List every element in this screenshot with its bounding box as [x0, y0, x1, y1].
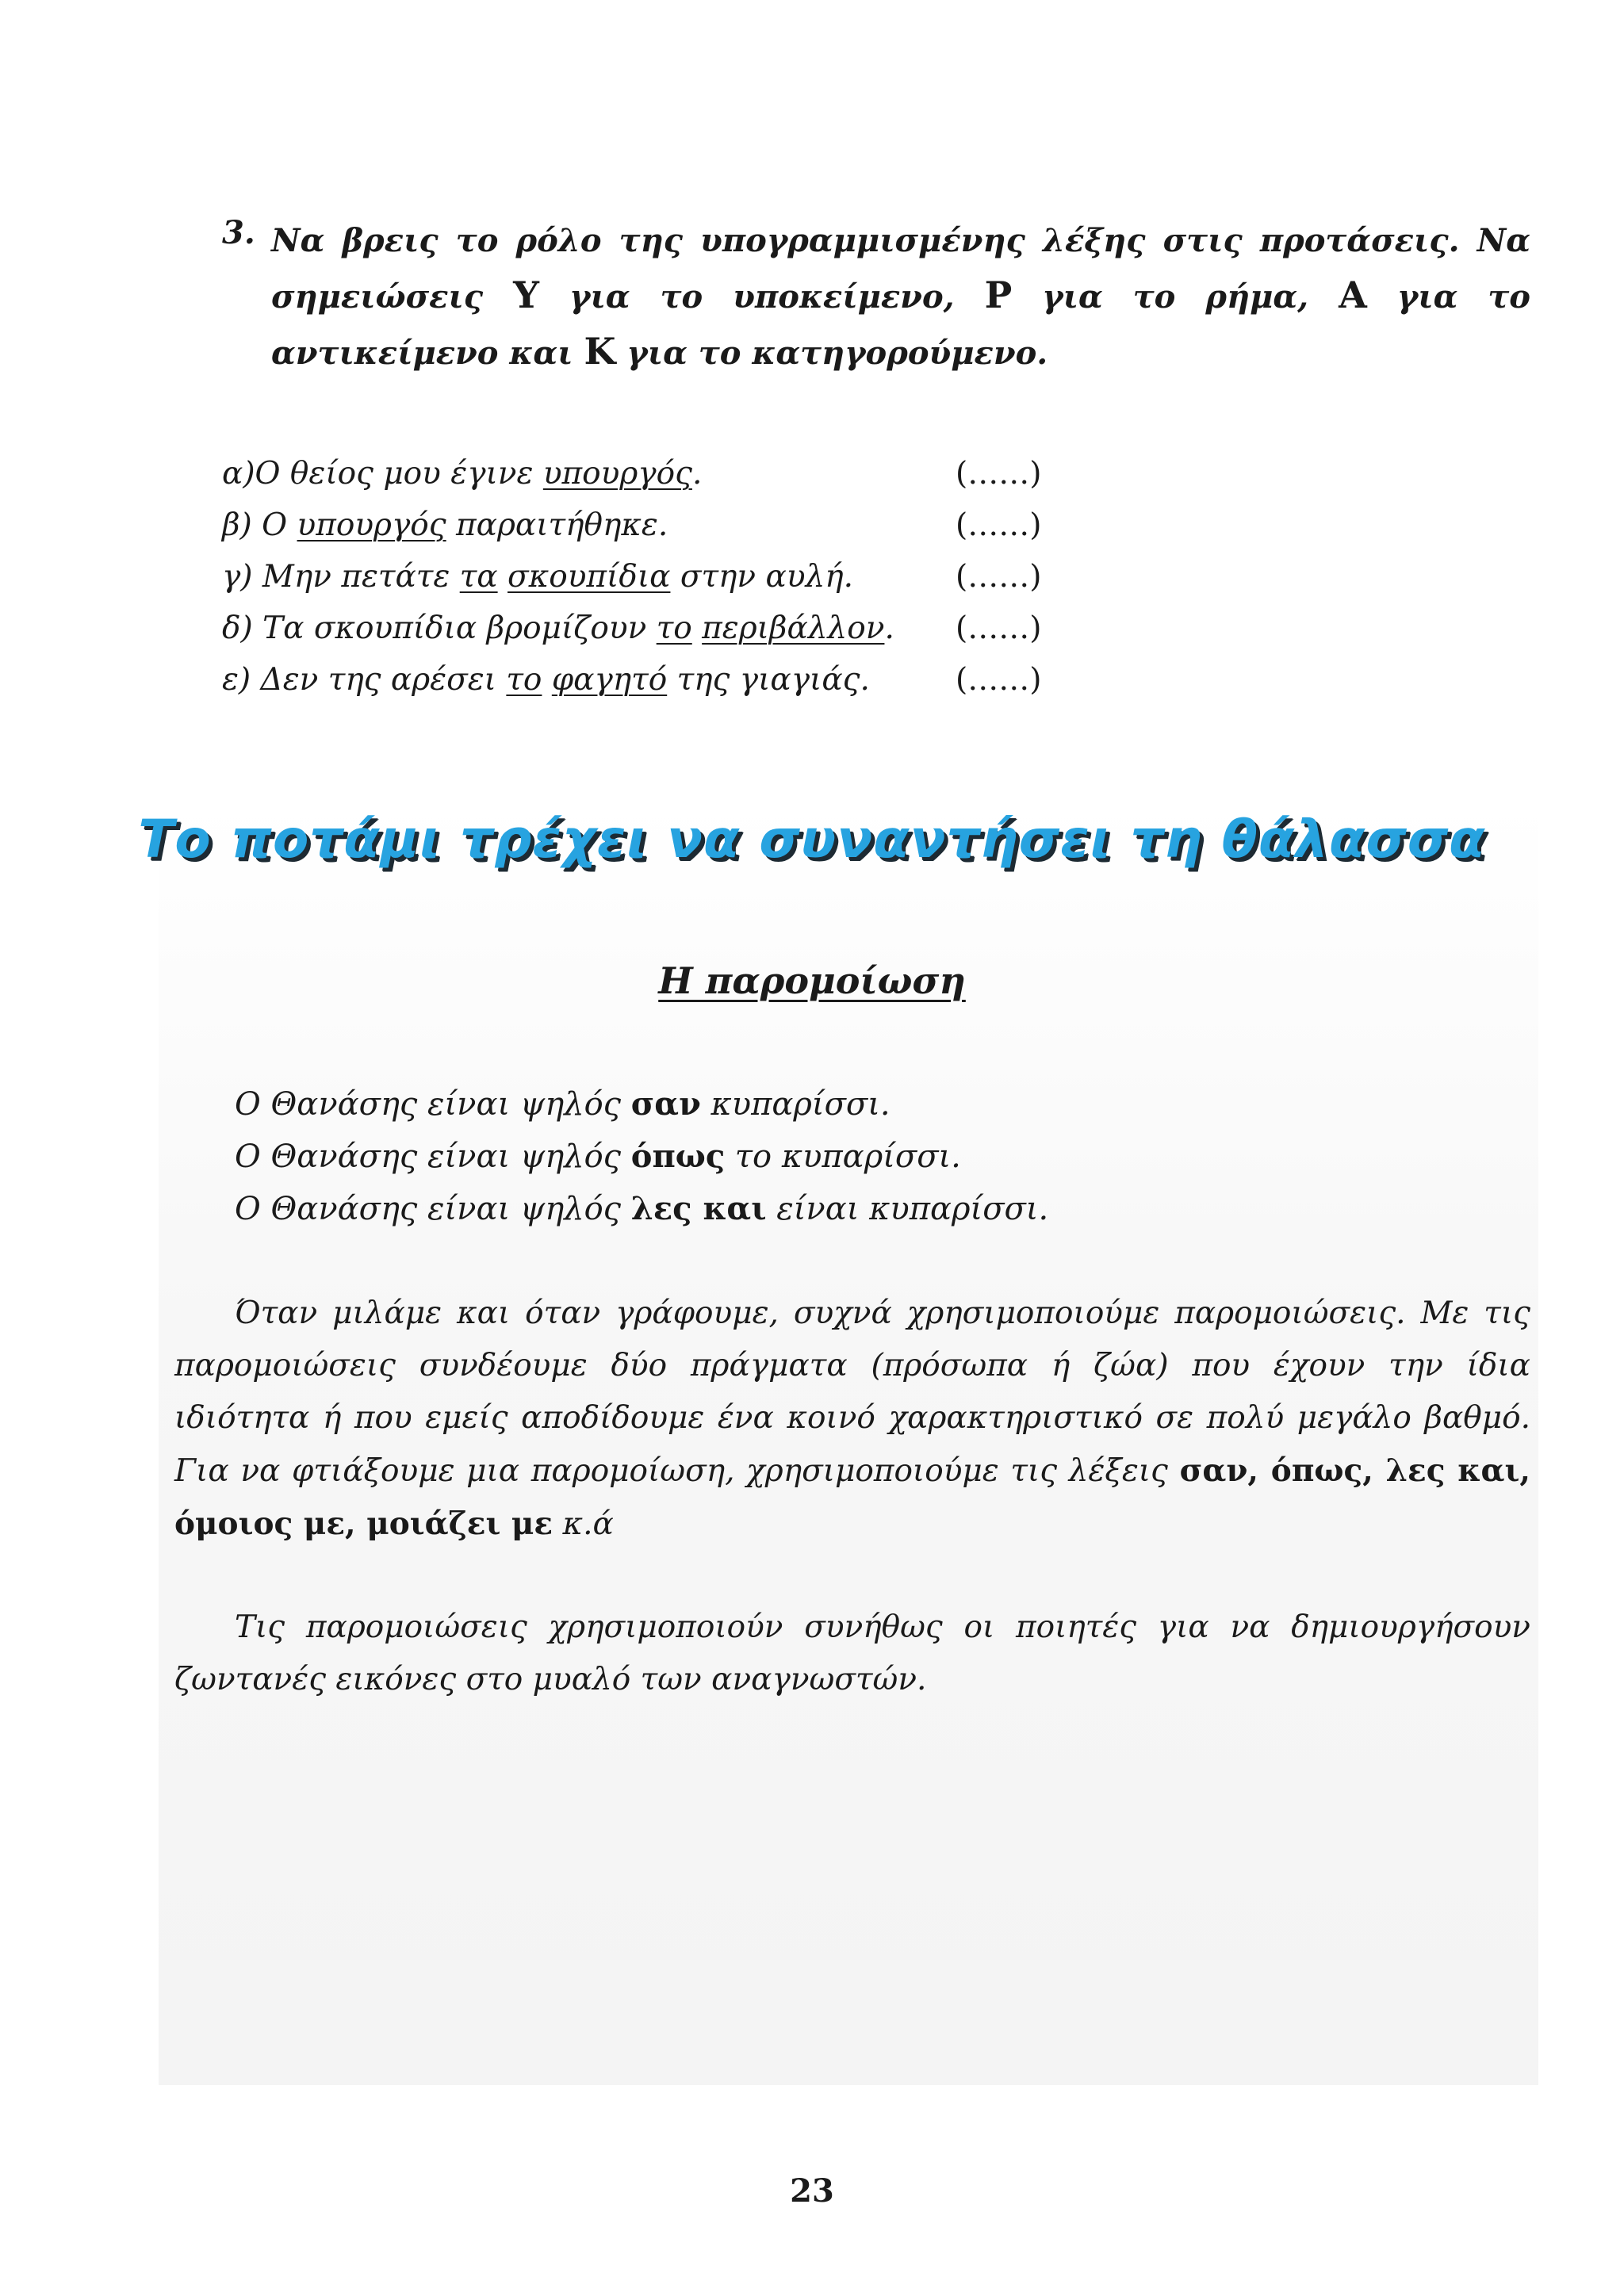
paragraph-poets: Τις παρομοιώσεις χρησιμοποιούν συνήθως οι ποιητές για να δημιουργήσουν ζωντανές εικόνες στο μυαλό των αναγνωστών. — [174, 1609, 1530, 1697]
exercise-items — [222, 448, 1094, 706]
example-line: Ο Θανάσης είναι ψηλός όπως το κυπαρίσσι. — [235, 1138, 961, 1175]
keyword-list: σαν, όπως, λες και, όμοιος με, μοιάζει με — [174, 1452, 1530, 1542]
simile-examples — [235, 1078, 1048, 1235]
page-number: 23 — [790, 2172, 834, 2210]
keyword: σαν — [630, 1085, 701, 1123]
exercise-item-c: γ) Μην πετάτε τα σκουπίδια στην αυλή. (……) — [222, 551, 1094, 603]
exercise-prompt: Να βρεις το ρόλο της υπογραμμισμένης λέξης στις προτάσεις. Να σημειώσεις Υ για το υποκείμενο, Ρ για το ρήμα, Α για το αντικείμενο και Κ για το κατηγορούμενο. — [271, 222, 1530, 373]
underlined-word: σκουπίδια — [508, 559, 671, 595]
exercise-number: 3. — [222, 214, 255, 251]
letter-verb: Ρ — [984, 274, 1013, 316]
exercise-item-e: ε) Δεν της αρέσει το φαγητό της γιαγιάς. (……) — [222, 654, 1094, 706]
answer-blank[interactable]: (……) — [956, 662, 1042, 698]
exercise-item-d: δ) Τα σκουπίδια βρομίζουν το περιβάλλον. (……) — [222, 603, 1094, 654]
underlined-word: φαγητό — [551, 662, 668, 698]
letter-subject: Υ — [513, 274, 540, 316]
answer-blank[interactable]: (……) — [956, 559, 1042, 595]
exercise-item-b: β) Ο υπουργός παραιτήθηκε. (……) — [222, 499, 1094, 551]
underlined-word: το — [656, 610, 692, 646]
exercise-item-a: α)Ο θείος μου έγινε υπουργός. (……) — [222, 448, 1094, 499]
underlined-word: το — [506, 662, 542, 698]
underlined-word: υπουργός — [297, 507, 446, 543]
underlined-word: τα — [459, 559, 498, 595]
keyword: όπως — [630, 1138, 726, 1175]
underlined-word: υπουργός — [542, 456, 692, 492]
answer-blank[interactable]: (……) — [956, 456, 1042, 492]
letter-predicate: Κ — [584, 330, 616, 373]
keyword: λες και — [630, 1190, 767, 1227]
example-line: Ο Θανάσης είναι ψηλός λες και είναι κυπαρίσσι. — [235, 1190, 1049, 1227]
letter-object: Α — [1339, 274, 1367, 316]
underlined-word: περιβάλλον — [702, 610, 885, 646]
example-line: Ο Θανάσης είναι ψηλός σαν κυπαρίσσι. — [235, 1085, 891, 1123]
answer-blank[interactable]: (……) — [956, 610, 1042, 646]
answer-blank[interactable]: (……) — [956, 507, 1042, 543]
chapter-title: Το ποτάμι τρέχει να συναντήσει τη θάλασσα — [138, 809, 1486, 870]
paragraph-definition: Όταν μιλάμε και όταν γράφουμε, συχνά χρησιμοποιούμε παρομοιώσεις. Με τις παρομοιώσεις συνδέουμε δύο πράγματα (πρόσωπα ή ζώα) που έχουν την ίδια ιδιότητα ή που εμείς αποδίδουμε ένα κοινό χαρακτηριστικό σε πολύ μεγάλο βαθμό. Για να φτιάξουμε μια παρομοίωση, χρησιμοποιούμε τις λέξεις σαν, όπως, λες και, όμοιος με, μοιάζει με κ.ά — [174, 1295, 1530, 1542]
section-title: Η παρομοίωση — [658, 959, 966, 1002]
